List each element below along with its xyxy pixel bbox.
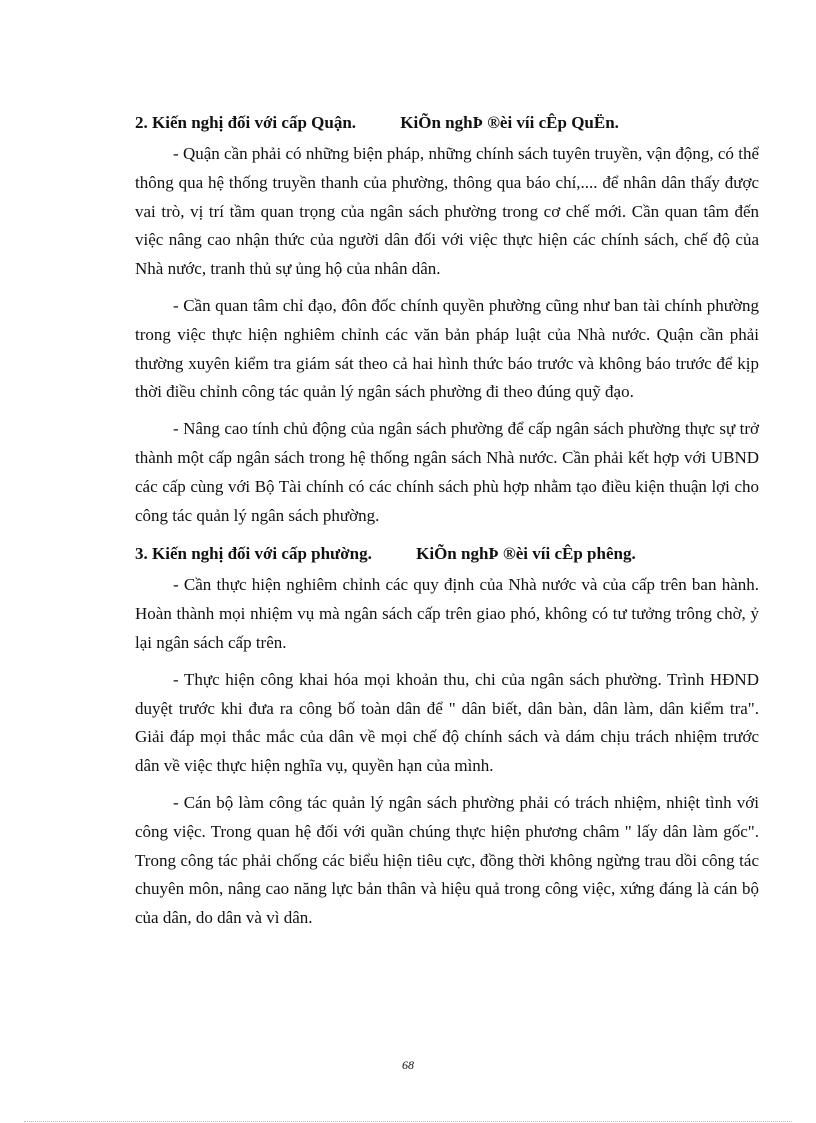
section-3-title-legacy-encoding: KiÕn nghÞ ®èi víi cÊp phêng. bbox=[416, 544, 636, 564]
section-2-paragraph-3: - Nâng cao tính chủ động của ngân sách phường để cấp ngân sách phường thực sự trở thành một cấp ngân sách trong hệ thống ngân sách Nhà nước. Cần phải kết hợp với UBND các cấp cùng với Bộ Tài chính có các chính sách phù hợp nhằm tạo điều kiện thuận lợi cho công tác quản lý ngân sách phường. bbox=[135, 419, 759, 525]
section-3-paragraph-1: - Cần thực hiện nghiêm chỉnh các quy định của Nhà nước và của cấp trên ban hành. Hoàn thành mọi nhiệm vụ mà ngân sách cấp trên giao phó, không có tư tưởng trông chờ, ỷ lại ngân sách cấp trên. bbox=[135, 575, 759, 652]
section-3-title: 3. Kiến nghị đối với cấp phường. bbox=[135, 544, 372, 564]
section-3-heading bbox=[135, 539, 759, 568]
section-3-paragraph-2: - Thực hiện công khai hóa mọi khoản thu, chi của ngân sách phường. Trình HĐND duyệt trước khi đưa ra công bố toàn dân để " dân biết, dân bàn, dân làm, dân kiểm tra". Giải đáp mọi thắc mắc của dân về mọi chế độ chính sách và dám chịu trách nhiệm trước dân về việc thực hiện nghĩa vụ, quyền hạn của mình. bbox=[135, 669, 759, 776]
page-content bbox=[135, 108, 759, 941]
section-2-title: 2. Kiến nghị đối với cấp Quận. bbox=[135, 113, 357, 132]
page-bottom-divider bbox=[24, 1121, 792, 1122]
section-2-paragraph-1: - Quận cần phải có những biện pháp, những chính sách tuyên truyền, vận động, có thể thông qua hệ thống truyền thanh của phường, thông qua báo chí,.... để nhân dân thấy được vai trò, vị trí tầm quan trọng của ngân sách phường trong cơ chế mới. Cần quan tâm đến việc nâng cao nhận thức của người dân đối với việc thực hiện các chính sách, chế độ của Nhà nước, tranh thủ sự ủng hộ của nhân dân. bbox=[135, 144, 759, 279]
section-3-paragraph-3: - Cán bộ làm công tác quản lý ngân sách phường phải có trách nhiệm, nhiệt tình với công việc. Trong quan hệ đối với quần chúng thực hiện phương châm " lấy dân làm gốc". Trong công tác phải chống các biểu hiện tiêu cực, đồng thời không ngừng trau dồi công tác chuyên môn, nâng cao năng lực bản thân và hiệu quả trong công việc, xứng đáng là cán bộ của dân, do dân và vì dân. bbox=[135, 792, 759, 928]
page-number: 68 bbox=[402, 1058, 414, 1072]
section-2-heading bbox=[135, 108, 759, 137]
section-2-paragraph-2: - Cần quan tâm chỉ đạo, đôn đốc chính quyền phường cũng như ban tài chính phường trong việc thực hiện nghiêm chỉnh các văn bản pháp luật của Nhà nước. Quận cần phải thường xuyên kiểm tra giám sát theo cả hai hình thức báo trước và không báo trước để kịp thời điều chỉnh công tác quản lý ngân sách phường đi theo đúng quỹ đạo. bbox=[135, 295, 759, 402]
section-2-title-legacy-encoding: KiÕn nghÞ ®èi víi cÊp QuËn. bbox=[400, 113, 619, 132]
